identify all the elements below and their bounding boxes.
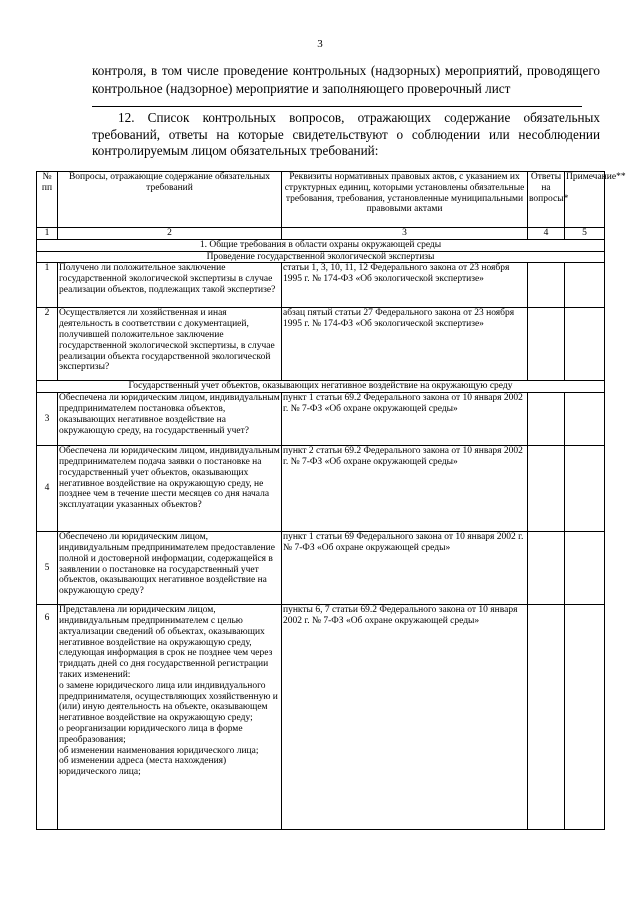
row-number: 2 bbox=[37, 308, 58, 381]
note-cell[interactable] bbox=[565, 308, 605, 381]
requisites-cell: абзац пятый статьи 27 Федерального закона от 23 ноября 1995 г. № 174-ФЗ «Об экологической экспертизе» bbox=[282, 308, 528, 381]
note-cell[interactable] bbox=[565, 263, 605, 308]
question-cell: Обеспечена ли юридическим лицом, индивидуальным предпринимателем подача заявки о постановке на государственный учет объектов, оказывающих негативное воздействие на окружающую среду, не позднее чем в течение шести месяцев со дня начала эксплуатации указанных объектов? bbox=[58, 446, 282, 532]
note-cell[interactable] bbox=[565, 532, 605, 605]
question-cell: Осуществляется ли хозяйственная и иная деятельность в соответствии с документацией, получившей положительное заключение государственной экологической экспертизы, в случае реализации объекта государственной экологической экспертизы? bbox=[58, 308, 282, 381]
answer-cell[interactable] bbox=[528, 446, 565, 532]
requisites-cell: пункт 2 статьи 69.2 Федерального закона от 10 января 2002 г. № 7-ФЗ «Об охране окружающей среды» bbox=[282, 446, 528, 532]
section-12-heading bbox=[92, 110, 600, 160]
row-number: 4 bbox=[37, 446, 58, 532]
requisites-cell: статьи 1, 3, 10, 11, 12 Федерального закона от 23 ноября 1995 г. № 174-ФЗ «Об экологической экспертизе» bbox=[282, 263, 528, 308]
subsection-heading: Государственный учет объектов, оказывающих негативное воздействие на окружающую среду bbox=[37, 381, 605, 393]
row-number: 1 bbox=[37, 263, 58, 308]
section-12-text: 12. Список контрольных вопросов, отражающих содержание обязательных требований, ответы на которые свидетельствуют о соблюдении или несоблюдении контролируемым лицом обязательных требований: bbox=[92, 110, 600, 158]
group-heading: 1. Общие требования в области охраны окружающей среды bbox=[37, 239, 605, 251]
row-number: 6 bbox=[37, 605, 58, 830]
question-cell: Представлена ли юридическим лицом, индивидуальным предпринимателем с целью актуализации сведений об объектах, оказывающих негативное воздействие на окружающую среду, следующая информация в срок не позднее чем через тридцать дней со дня государственной регистрации таких изменений: о замене юридического лица или индивидуального предпринимателя, осуществляющих хозяйственную и (или) иную деятельность на объекте, оказывающем негативное воздействие на окружающую среду; о реорганизации юридического лица в форме преобразования; об изменении наименования юридического лица; об изменении адреса (места нахождения) юридического лица; bbox=[58, 605, 282, 830]
answer-cell[interactable] bbox=[528, 393, 565, 446]
note-cell[interactable] bbox=[565, 393, 605, 446]
row-number: 3 bbox=[37, 393, 58, 446]
header-questions: Вопросы, отражающие содержание обязательных требований bbox=[58, 172, 282, 228]
answer-cell[interactable] bbox=[528, 605, 565, 830]
question-cell: Обеспечено ли юридическим лицом, индивидуальным предпринимателем предоставление полной и достоверной информации, содержащейся в заявлении о постановке на государственный учет объектов, оказывающих негативное воздействие на окружающую среду? bbox=[58, 532, 282, 605]
row-number: 5 bbox=[37, 532, 58, 605]
requisites-cell: пункт 1 статьи 69.2 Федерального закона от 10 января 2002 г. № 7-ФЗ «Об охране окружающей среды» bbox=[282, 393, 528, 446]
col-number-4: 4 bbox=[528, 228, 565, 240]
note-cell[interactable] bbox=[565, 605, 605, 830]
page-number: 3 bbox=[317, 38, 323, 50]
requisites-cell: пункт 1 статьи 69 Федерального закона от 10 января 2002 г. № 7-ФЗ «Об охране окружающей среды» bbox=[282, 532, 528, 605]
divider-line bbox=[92, 106, 582, 107]
answer-cell[interactable] bbox=[528, 308, 565, 381]
intro-paragraph: контроля, в том числе проведение контрольных (надзорных) мероприятий, проводящего контрольное (надзорное) мероприятие и заполняющего проверочный лист bbox=[92, 63, 600, 96]
col-number-3: 3 bbox=[282, 228, 528, 240]
header-requisites: Реквизиты нормативных правовых актов, с указанием их структурных единиц, которыми установлены обязательные требования, требования, установленные муниципальными правовыми актами bbox=[282, 172, 528, 228]
answer-cell[interactable] bbox=[528, 263, 565, 308]
header-number: № пп bbox=[37, 172, 58, 228]
header-answers: Ответы на вопросы* bbox=[528, 172, 565, 228]
note-cell[interactable] bbox=[565, 446, 605, 532]
header-notes: Примечание** bbox=[565, 172, 605, 228]
answer-cell[interactable] bbox=[528, 532, 565, 605]
col-number-2: 2 bbox=[58, 228, 282, 240]
requisites-cell: пункты 6, 7 статьи 69.2 Федерального закона от 10 января 2002 г. № 7-ФЗ «Об охране окружающей среды» bbox=[282, 605, 528, 830]
question-cell: Обеспечена ли юридическим лицом, индивидуальным предпринимателем постановка объектов, оказывающих негативное воздействие на окружающую среду, на государственный учет? bbox=[58, 393, 282, 446]
subsection-heading: Проведение государственной экологической экспертизы bbox=[37, 251, 605, 263]
question-cell: Получено ли положительное заключение государственной экологической экспертизы в случае реализации объектов, подлежащих такой экспертизе? bbox=[58, 263, 282, 308]
col-number-5: 5 bbox=[565, 228, 605, 240]
col-number-1: 1 bbox=[37, 228, 58, 240]
checklist-table bbox=[36, 171, 626, 830]
